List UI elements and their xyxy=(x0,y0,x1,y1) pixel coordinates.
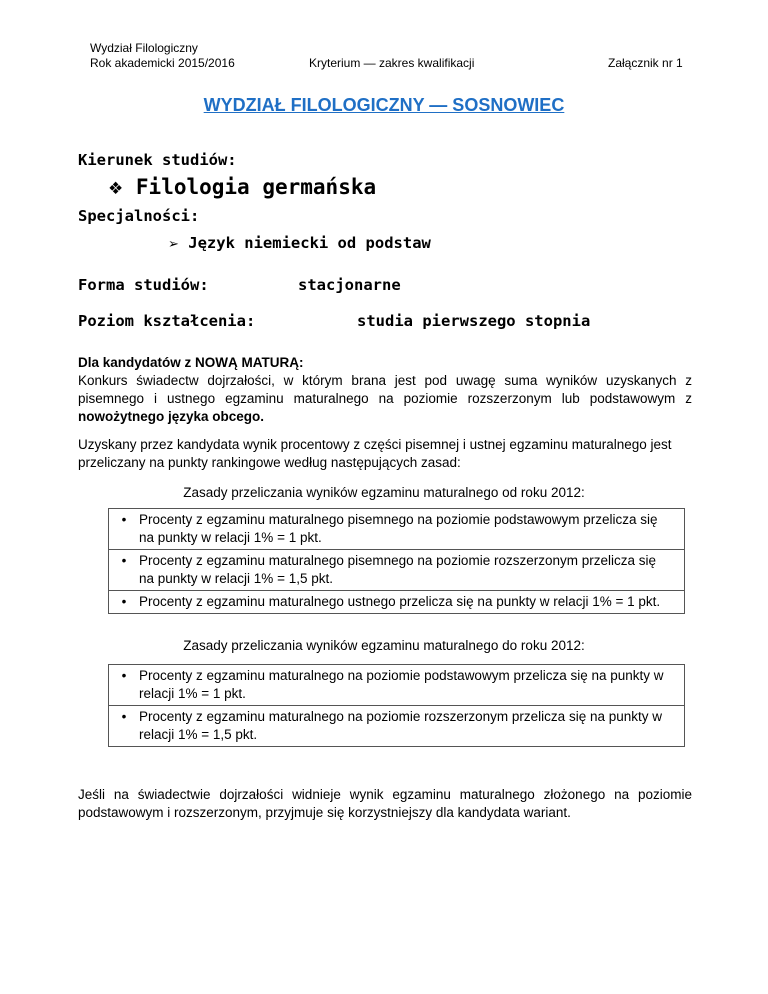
candidates-text-bold: nowożytnego języka obcego. xyxy=(78,409,265,424)
header-faculty: Wydział Filologiczny xyxy=(90,41,198,55)
header-left xyxy=(90,41,235,71)
conversion-text: Uzyskany przez kandydata wynik procentowy z części pisemnej i ustnej egzaminu maturalnego jest przeliczany na punkty rankingowe według następujących zasad: xyxy=(78,437,672,470)
rules-to-2012-table xyxy=(108,664,685,747)
rule-text: Procenty z egzaminu maturalnego pisemnego na poziomie rozszerzonym przelicza się na punkty w relacji 1% = 1,5 pkt. xyxy=(139,553,656,586)
table-row xyxy=(109,665,685,706)
rule-text: Procenty z egzaminu maturalnego pisemnego na poziomie podstawowym przelicza się na punkty w relacji 1% = 1 pkt. xyxy=(139,512,658,545)
final-text: Jeśli na świadectwie dojrzałości widnieje wynik egzaminu maturalnego złożonego na poziomie podstawowym i rozszerzonym, przyjmuje się korzystniejszy dla kandydata wariant. xyxy=(78,787,692,820)
rule-text: Procenty z egzaminu maturalnego na poziomie podstawowym przelicza się na punkty w relacji 1% = 1 pkt. xyxy=(139,668,664,701)
header-attachment: Załącznik nr 1 xyxy=(608,56,683,70)
form-value: stacjonarne xyxy=(298,276,401,294)
form-label: Forma studiów: xyxy=(78,276,209,294)
table-row xyxy=(109,591,685,614)
field-value-row xyxy=(108,175,376,199)
table-row xyxy=(109,706,685,747)
rule-cell xyxy=(109,665,685,706)
bullet-icon: • xyxy=(121,668,127,683)
rule-cell xyxy=(109,509,685,550)
spec-value: Język niemiecki od podstaw xyxy=(188,234,431,252)
bullet-icon: • xyxy=(121,709,127,724)
candidates-heading: Dla kandydatów z NOWĄ MATURĄ: xyxy=(78,355,304,370)
field-label: Kierunek studiów: xyxy=(78,151,237,169)
rule-text: Procenty z egzaminu maturalnego ustnego przelicza się na punkty w relacji 1% = 1 pkt. xyxy=(139,594,661,609)
arrow-bullet-icon: ➢ xyxy=(168,237,179,252)
rule-cell xyxy=(109,550,685,591)
bullet-icon: • xyxy=(121,512,127,527)
bullet-icon: • xyxy=(121,594,127,609)
rule-text: Procenty z egzaminu maturalnego na poziomie rozszerzonym przelicza się na punkty w relacji 1% = 1,5 pkt. xyxy=(139,709,662,742)
header-academic-year: Rok akademicki 2015/2016 xyxy=(90,56,235,70)
level-value: studia pierwszego stopnia xyxy=(357,312,591,330)
spec-value-row xyxy=(168,234,431,252)
table-row xyxy=(109,509,685,550)
level-label: Poziom kształcenia: xyxy=(78,312,256,330)
spec-label: Specjalności: xyxy=(78,207,200,225)
bullet-icon: • xyxy=(121,553,127,568)
table-row xyxy=(109,550,685,591)
page-title: WYDZIAŁ FILOLOGICZNY — SOSNOWIEC xyxy=(203,95,565,115)
rule-cell xyxy=(109,706,685,747)
rules-to-2012-heading: Zasady przeliczania wyników egzaminu maturalnego do roku 2012: xyxy=(183,638,585,653)
candidates-section xyxy=(78,354,692,426)
candidates-text xyxy=(78,372,692,426)
field-value: Filologia germańska xyxy=(135,175,377,199)
rule-cell xyxy=(109,591,685,614)
header-criterion: Kryterium — zakres kwalifikacji xyxy=(309,56,475,70)
diamond-bullet-icon: ❖ xyxy=(108,179,124,199)
candidates-text-main: Konkurs świadectw dojrzałości, w którym brana jest pod uwagę suma wyników uzyskanych z pisemnego i ustnego egzaminu maturalnego na poziomie rozszerzonym lub podstawowym z xyxy=(78,373,692,406)
rules-from-2012-heading: Zasady przeliczania wyników egzaminu maturalnego od roku 2012: xyxy=(183,485,585,500)
rules-from-2012-table xyxy=(108,508,685,614)
